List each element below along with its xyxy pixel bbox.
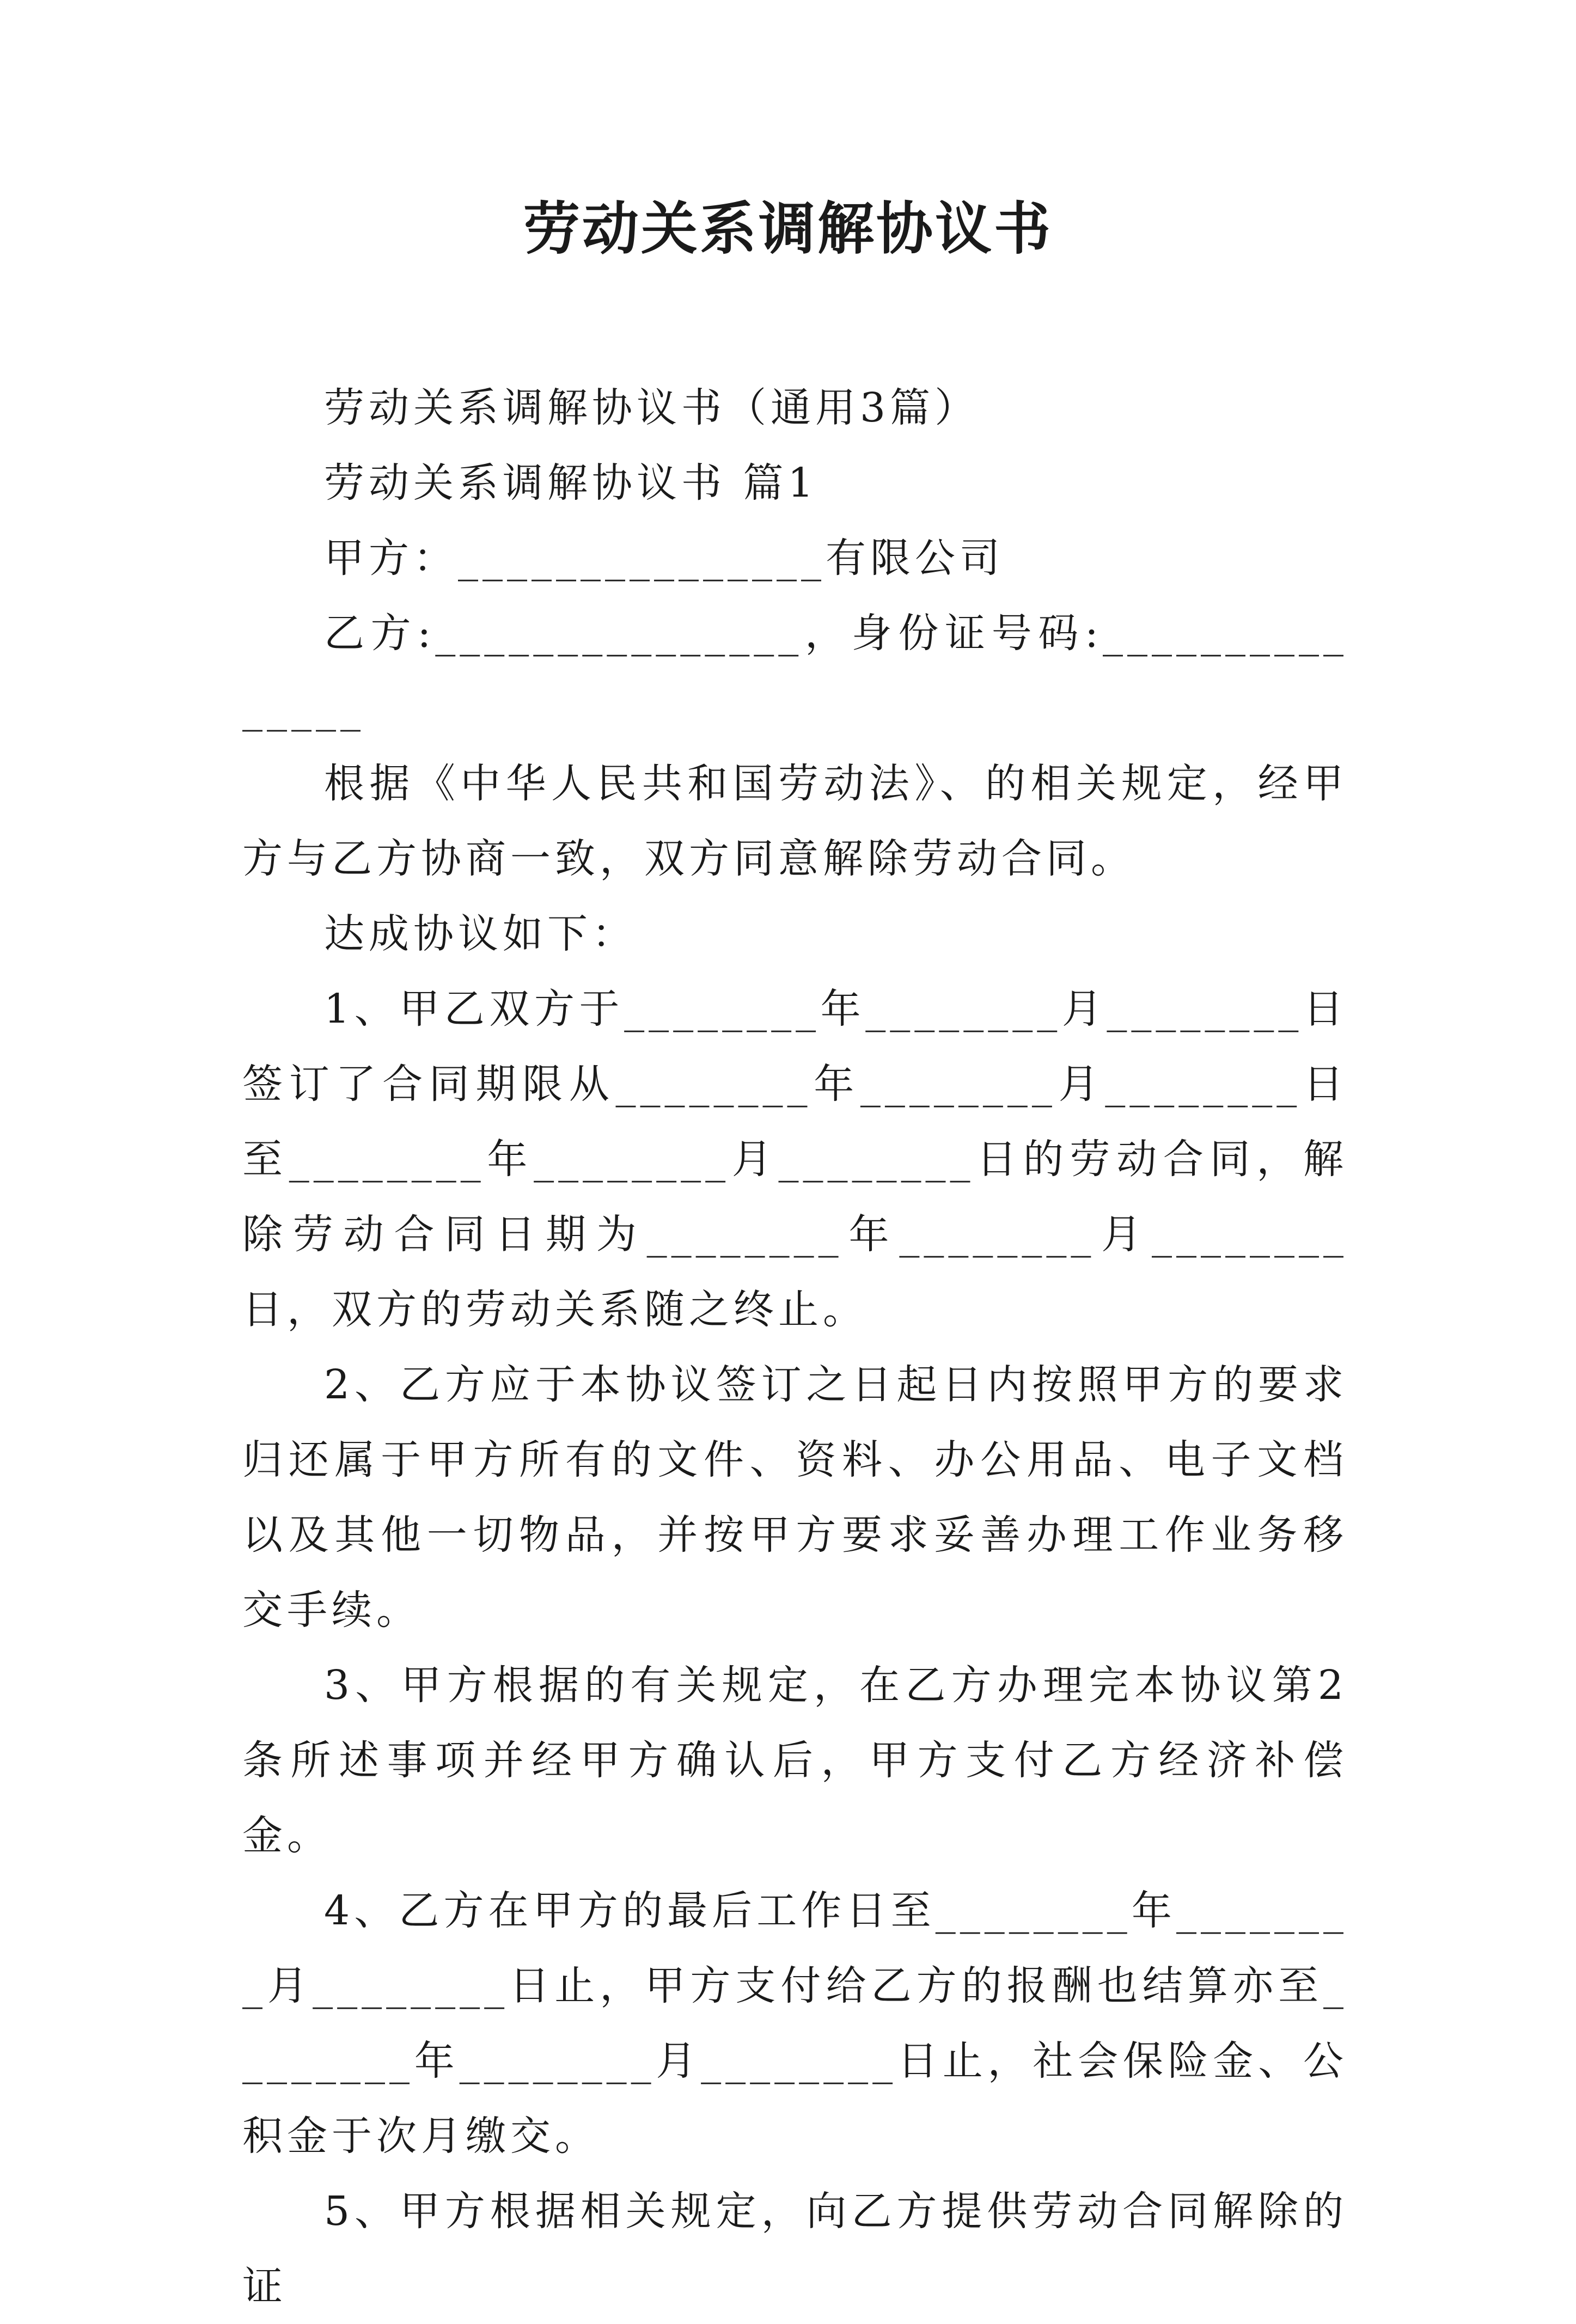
paragraph-section-heading: 劳动关系调解协议书 篇1 [324,460,818,506]
paragraph-clause-4: 4、乙方在甲方的最后工作日至________年________月________日止，甲方支付给乙方的报酬也结算亦至________年________月________日止，社会保险金、公积金于次月缴交。 [242,1887,1348,2160]
paragraph-agreement-intro: 达成协议如下： [324,910,637,957]
paragraph-subtitle: 劳动关系调解协议书（通用3篇） [324,384,980,431]
paragraph-party-b: 乙方:_______________，身份证号码:_______________ [242,610,1348,732]
paragraph-preamble: 根据《中华人民共和国劳动法》、的相关规定，经甲方与乙方协商一致，双方同意解除劳动合同。 [242,760,1348,882]
paragraph-clause-3: 3、甲方根据的有关规定，在乙方办理完本协议第2条所述事项并经甲方确认后，甲方支付乙方经济补偿金。 [242,1662,1348,1859]
paragraph-clause-5: 5、甲方根据相关规定，向乙方提供劳动合同解除的证 [242,2188,1348,2310]
paragraph-clause-1: 1、甲乙双方于________年________月________日签订了合同期限从________年________月________日至________年________月________日的劳动合同，解除劳动合同日期为________年________月________日，双方的劳动关系随之终止。 [242,986,1348,1333]
paragraph-clause-2: 2、乙方应于本协议签订之日起日内按照甲方的要求归还属于甲方所有的文件、资料、办公用品、电子文档以及其他一切物品，并按甲方要求妥善办理工作业务移交手续。 [242,1361,1348,1634]
document-title: 劳动关系调解协议书 [523,195,1053,262]
document-body [242,370,1348,2324]
paragraph-party-a: 甲方：_______________有限公司 [324,535,1004,582]
